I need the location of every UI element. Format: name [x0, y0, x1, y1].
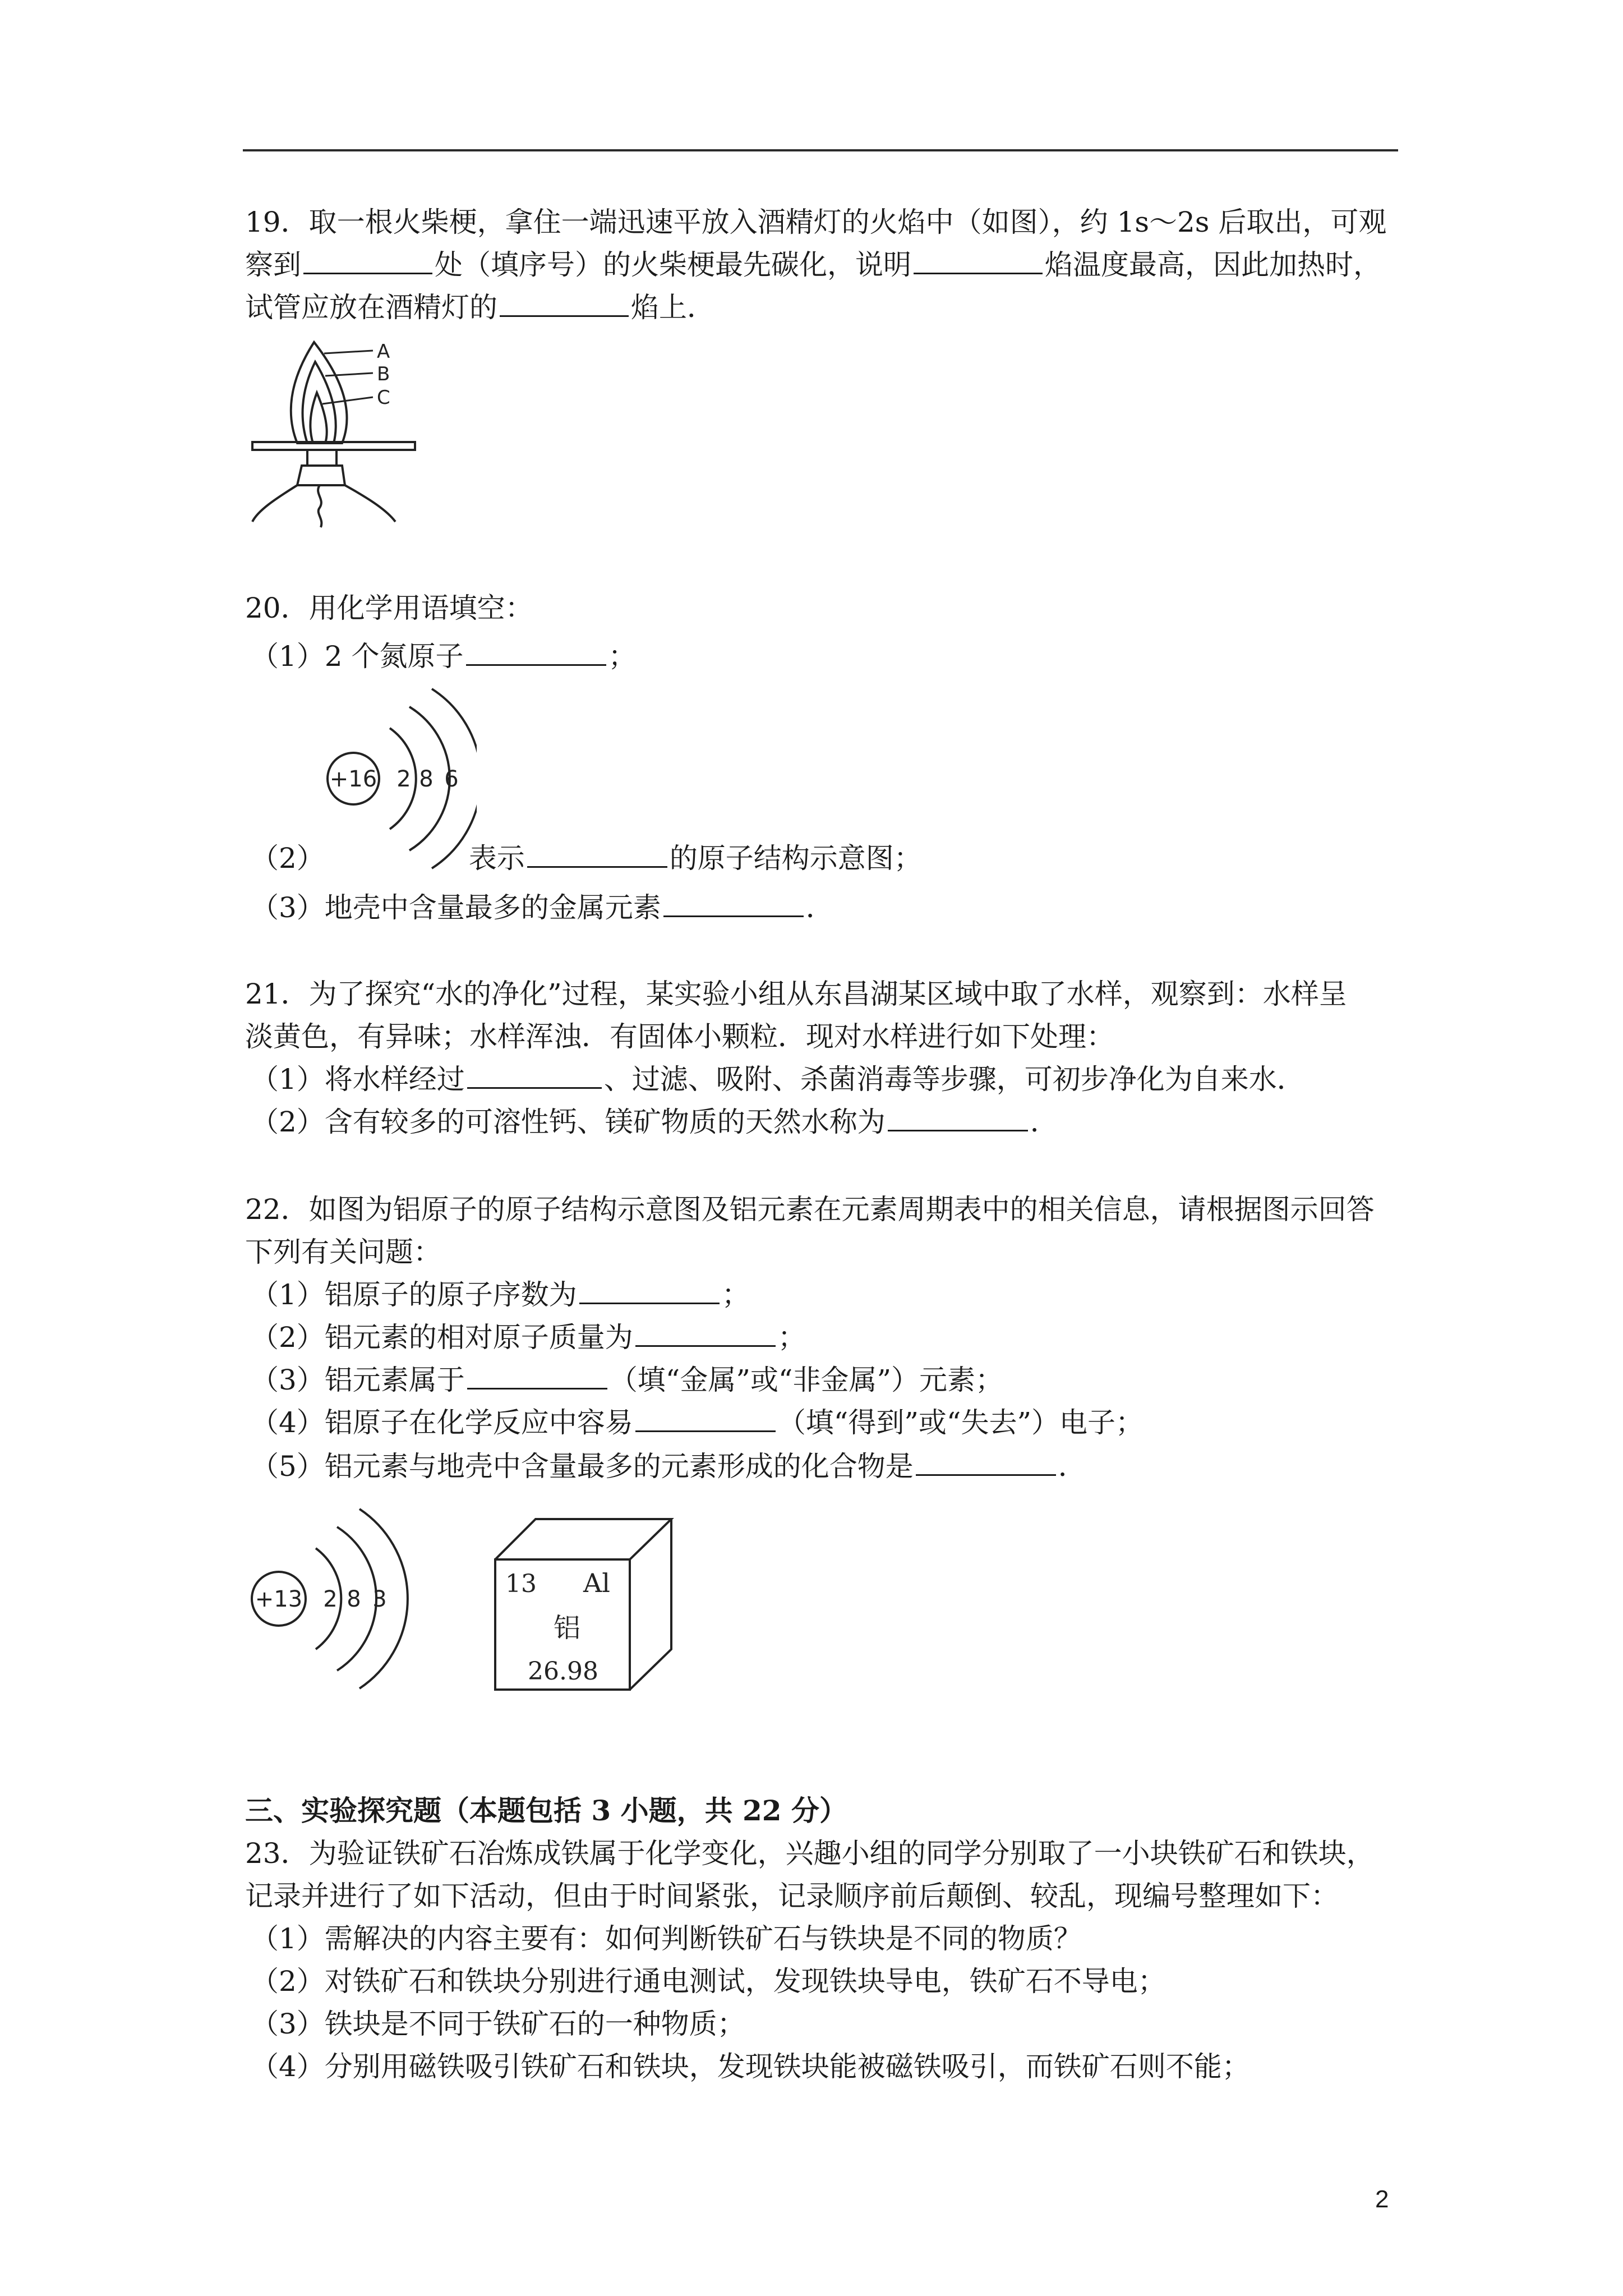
- q19-text: 试管应放在酒精灯的: [245, 291, 497, 324]
- q20-blank-metal[interactable]: [663, 892, 804, 917]
- element-mass: 26.98: [528, 1657, 598, 1686]
- q23-item-1: （1）需解决的内容主要有：如何判断铁矿石与铁块是不同的物质？: [251, 1922, 1082, 1955]
- q21-text: 、过滤、吸附、杀菌消毒等步骤，可初步净化为自来水．: [603, 1063, 1305, 1096]
- q19-line-1: 19．取一根火柴梗，拿住一端迅速平放入酒精灯的火焰中（如图），约 1s～2s 后取出，可观: [245, 206, 1387, 238]
- q23-item-2: （2）对铁矿石和铁块分别进行通电测试，发现铁块导电，铁矿石不导电；: [251, 1965, 1166, 1998]
- al-shell-1-electrons: 2: [323, 1586, 338, 1612]
- q22-text: ；: [721, 1278, 750, 1311]
- element-symbol: Al: [583, 1568, 610, 1598]
- q21-item-1: [251, 1062, 1305, 1096]
- q19-line-3: [245, 291, 715, 324]
- q21-line-1: 21．为了探究“水的净化”过程，某实验小组从东昌湖某区域中取了水样，观察到：水样呈: [245, 978, 1347, 1010]
- q20-text: （2）: [251, 842, 325, 875]
- shell-3-electrons: 6: [444, 766, 459, 792]
- flame-label-a: A: [377, 341, 390, 363]
- q19-line-2: [245, 248, 1381, 282]
- q20-item-3: [251, 891, 834, 924]
- q22-blank-atomic-number[interactable]: [579, 1279, 720, 1304]
- q21-blank-step[interactable]: [467, 1064, 602, 1089]
- q23-item-3: （3）铁块是不同于铁矿石的一种物质；: [251, 2008, 745, 2040]
- q21-line-2: 淡黄色，有异味；水样浑浊．有固体小颗粒．现对水样进行如下处理：: [245, 1020, 1114, 1053]
- q20-blank-nitrogen[interactable]: [466, 641, 606, 666]
- q22-item-2: [251, 1320, 806, 1354]
- q19-blank-heating-flame[interactable]: [500, 292, 629, 317]
- q22-item-3: [251, 1363, 1003, 1397]
- q20-title: 20．用化学用语填空：: [245, 592, 533, 624]
- q20-text: （1）2 个氮原子: [251, 640, 464, 673]
- q19-text: 焰上．: [631, 291, 715, 324]
- q20-blank-atom[interactable]: [527, 843, 667, 868]
- q22-blank-compound[interactable]: [916, 1451, 1056, 1476]
- element-number: 13: [505, 1570, 537, 1598]
- q22-text: （4）铝原子在化学反应中容易: [251, 1406, 633, 1439]
- q22-text: （3）铝元素属于: [251, 1364, 465, 1396]
- q22-blank-metal-type[interactable]: [467, 1364, 607, 1389]
- shell-1-electrons: 2: [396, 766, 411, 792]
- q21-item-2: [251, 1105, 1058, 1139]
- q21-text: ．: [1030, 1106, 1058, 1138]
- q22-text: （5）铝元素与地壳中含量最多的元素形成的化合物是: [251, 1450, 914, 1483]
- q22-text: （2）铝元素的相对原子质量为: [251, 1321, 633, 1354]
- q22-line-1: 22．如图为铝原子的原子结构示意图及铝元素在元素周期表中的相关信息，请根据图示回答: [245, 1193, 1375, 1226]
- q20-text: （3）地壳中含量最多的金属元素: [251, 891, 661, 924]
- q20-text: 的原子结构示意图；: [669, 842, 922, 875]
- nucleus-charge-s: +16: [329, 766, 377, 792]
- q19-text: 焰温度最高，因此加热时，: [1045, 249, 1381, 281]
- al-shell-2-electrons: 8: [347, 1586, 361, 1612]
- q23-item-4: （4）分别用磁铁吸引铁矿石和铁块，发现铁块能被磁铁吸引，而铁矿石则不能；: [251, 2050, 1250, 2083]
- sulfur-atom-diagram: [320, 679, 477, 869]
- flame-label-b: B: [377, 363, 390, 385]
- q20-item-2: [251, 841, 922, 875]
- q22-line-2: 下列有关问题：: [245, 1236, 441, 1268]
- q20-text: ；: [608, 640, 637, 673]
- q21-text: （1）将水样经过: [251, 1063, 465, 1096]
- q21-blank-water[interactable]: [888, 1106, 1028, 1131]
- shell-2-electrons: 8: [419, 766, 434, 792]
- section-3-heading: 三、实验探究题（本题包括 3 小题，共 22 分）: [245, 1794, 847, 1827]
- q22-item-4: [251, 1406, 1144, 1439]
- q22-text: （填“得到”或“失去”）电子；: [777, 1406, 1144, 1439]
- aluminum-atom-diagram: [244, 1503, 412, 1694]
- al-shell-3-electrons: 3: [372, 1586, 387, 1612]
- flame-label-c: C: [377, 386, 390, 409]
- aluminum-element-card: [491, 1515, 681, 1694]
- q19-text: 处（填序号）的火柴梗最先碳化，说明: [435, 249, 911, 281]
- q20-text: 表示: [468, 842, 525, 875]
- q23-line-2: 记录并进行了如下活动，但由于时间紧张，记录顺序前后颠倒、较乱，现编号整理如下：: [245, 1880, 1339, 1912]
- q22-blank-electron[interactable]: [635, 1407, 776, 1432]
- nucleus-charge-al: +13: [255, 1586, 303, 1612]
- alcohol-lamp-figure: [241, 331, 465, 533]
- q19-blank-flame[interactable]: [914, 249, 1043, 274]
- q22-item-5: [251, 1450, 1086, 1483]
- q20-item-1: [251, 639, 637, 673]
- q22-text: ；: [777, 1321, 806, 1354]
- q22-blank-mass[interactable]: [635, 1322, 776, 1347]
- q22-text: ．: [1058, 1450, 1086, 1483]
- element-name: 铝: [554, 1612, 581, 1644]
- q23-line-1: 23．为验证铁矿石冶炼成铁属于化学变化，兴趣小组的同学分别取了一小块铁矿石和铁块，: [245, 1837, 1375, 1870]
- q22-text: （1）铝原子的原子序数为: [251, 1278, 577, 1311]
- q20-text: ．: [805, 891, 834, 924]
- q21-text: （2）含有较多的可溶性钙、镁矿物质的天然水称为: [251, 1106, 886, 1138]
- header-rule: [243, 149, 1398, 151]
- q19-text: 察到: [245, 249, 301, 281]
- page-number: 2: [1375, 2185, 1389, 2213]
- q22-item-1: [251, 1278, 750, 1312]
- q19-blank-position[interactable]: [303, 249, 432, 274]
- q22-text: （填“金属”或“非金属”）元素；: [609, 1364, 1004, 1396]
